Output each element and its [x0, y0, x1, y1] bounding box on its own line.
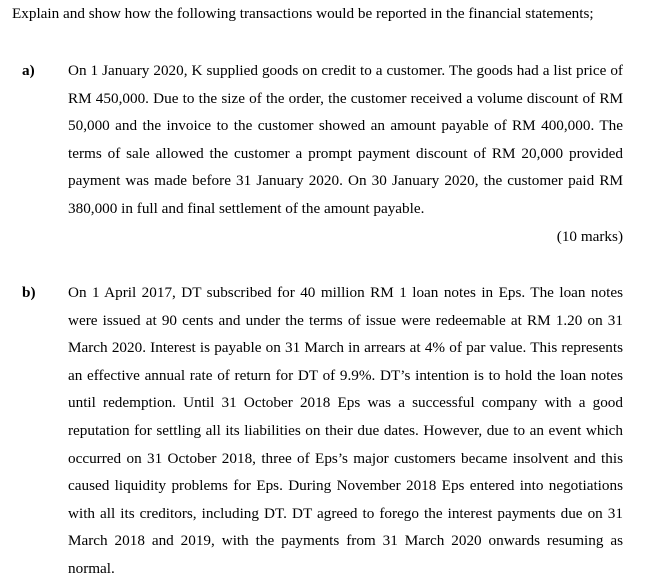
instructions: Explain and show how the following transactions would be reported in the financial statements; — [12, 5, 594, 22]
question-b-label: b) — [22, 284, 36, 301]
question-b-text: On 1 April 2017, DT subscribed for 40 million RM 1 loan notes in Eps. The loan notes were issued at 90 cents and under the terms of issue were redeemable at RM 1.20 on 31 March 2020. Interest is payable on 31 March in arrears at 4% of par value. This represents an effective annual rate of return for DT of 9.9%. DT’s intention is to hold the loan notes until redemption. Until 31 October 2018 Eps was a successful company with a good reputation for settling all its liabilities on their due dates. However, due to an event which occurred on 31 October 2018, three of Eps’s major customers became insolvent and this caused liquidity problems for Eps. During November 2018 Eps entered into negotiations with all its creditors, including DT. DT agreed to forego the interest payments due on 31 March 2018 and 2019, with the payments from 31 March 2020 onwards resuming as normal. — [68, 284, 623, 577]
question-a-text: On 1 January 2020, K supplied goods on credit to a customer. The goods had a list price of RM 450,000. Due to the size of the order, the customer received a volume discount of RM 50,000 and the invoice to the customer showed an amount payable of RM 400,000. The terms of sale allowed the customer a prompt payment discount of RM 20,000 provided payment was made before 31 January 2020. On 30 January 2020, the customer paid RM 380,000 in full and final settlement of the amount payable. — [68, 62, 623, 217]
question-a-label: a) — [22, 62, 35, 79]
question-a-marks: (10 marks) — [556, 228, 623, 245]
